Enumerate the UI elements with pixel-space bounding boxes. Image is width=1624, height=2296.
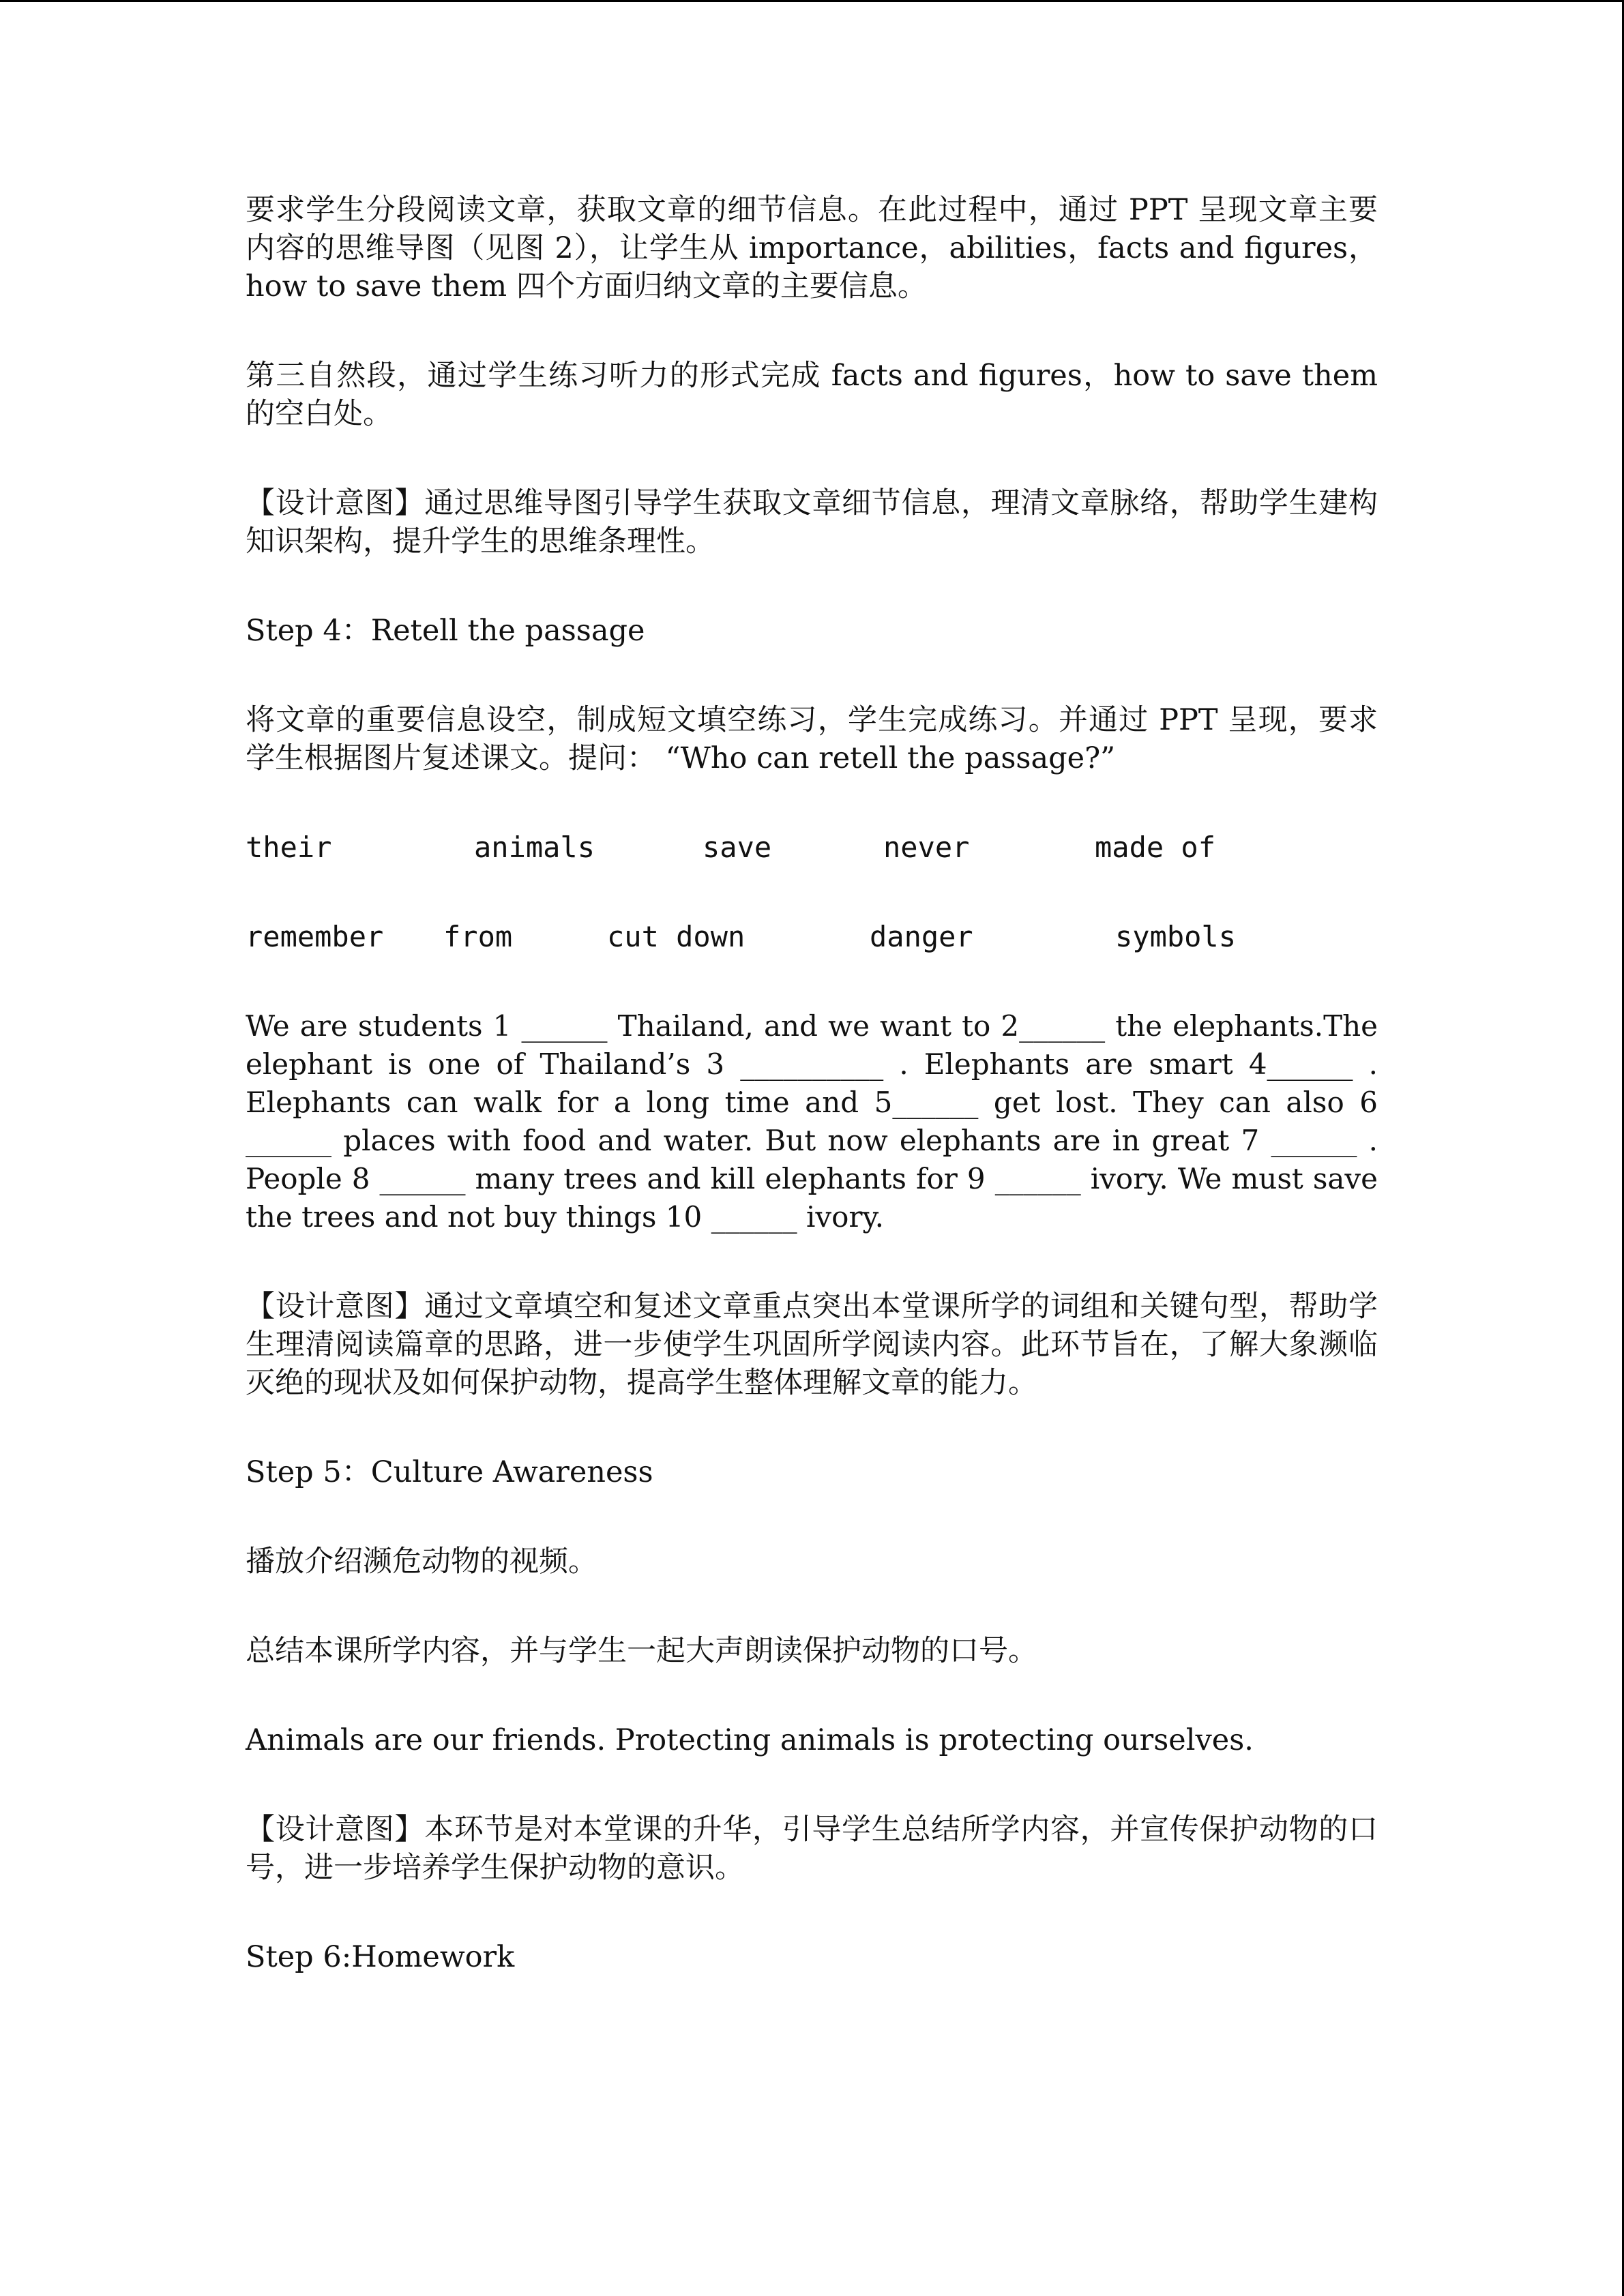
paragraph-summary: 总结本课所学内容，并与学生一起大声朗读保护动物的口号。	[246, 1634, 1037, 1668]
paragraph-design-intent-2: 【设计意图】通过文章填空和复述文章重点突出本堂课所学的词组和关键句型，帮助学生理清阅读篇章的思路，进一步使学生巩固所学阅读内容。此环节旨在，了解大象濒临灭绝的现状及如何保护动物，提高学生整体理解文章的能力。	[246, 1289, 1378, 1400]
paragraph-design-intent-1: 【设计意图】通过思维导图引导学生获取文章细节信息，理清文章脉络，帮助学生建构知识架构，提升学生的思维条理性。	[246, 486, 1378, 558]
word-bank-item: symbols	[1115, 920, 1237, 953]
word-bank-item: cut down	[607, 920, 745, 953]
cloze-passage: We are students 1 ______ Thailand, and we want to 2______ the elephants.The elephant is one of Thailand’s 3 __________ . Elephants are smart 4______ . Elephants can walk for a long time and 5______ get lost. They can also 6 ______ places with food and water. But now elephants are in great 7 ______ . People 8 ______ many trees and kill elephants for 9 ______ ivory. We must save the trees and not buy things 10 ______ ivory.	[246, 1009, 1378, 1234]
word-bank-item: from	[443, 920, 513, 953]
paragraph-design-intent-3: 【设计意图】本环节是对本堂课的升华，引导学生总结所学内容，并宣传保护动物的口号，进一步培养学生保护动物的意识。	[246, 1813, 1378, 1885]
paragraph-slogan: Animals are our friends. Protecting animals is protecting ourselves.	[246, 1723, 1254, 1757]
word-bank-item: animals	[474, 831, 595, 864]
heading-step-5: Step 5：Culture Awareness	[246, 1455, 653, 1489]
word-bank-item: save	[703, 831, 772, 864]
word-bank-item: never	[883, 831, 970, 864]
paragraph-retell-instructions: 将文章的重要信息设空，制成短文填空练习，学生完成练习。并通过 PPT 呈现，要求学生根据图片复述课文。提问： “Who can retell the passage?”	[246, 703, 1378, 775]
heading-step-6: Step 6:Homework	[246, 1940, 515, 1974]
paragraph-listening: 第三自然段，通过学生练习听力的形式完成 facts and figures，how to save them 的空白处。	[246, 359, 1378, 431]
word-bank-row-2	[246, 918, 1378, 956]
word-bank-row-1	[246, 829, 1378, 867]
word-bank-item: their	[246, 831, 332, 864]
word-bank-item: danger	[870, 920, 973, 953]
heading-step-4: Step 4：Retell the passage	[246, 614, 645, 648]
word-bank-item: remember	[246, 920, 384, 953]
paragraph-reading-details: 要求学生分段阅读文章，获取文章的细节信息。在此过程中，通过 PPT 呈现文章主要内容的思维导图（见图 2），让学生从 importance，abilities，facts and figures，how to save them 四个方面归纳文章的主要信息。	[246, 193, 1378, 303]
document-body	[246, 191, 1378, 2027]
paragraph-video: 播放介绍濒危动物的视频。	[246, 1545, 597, 1579]
page-border-top	[0, 0, 1624, 2]
word-bank-item: made of	[1095, 831, 1216, 864]
